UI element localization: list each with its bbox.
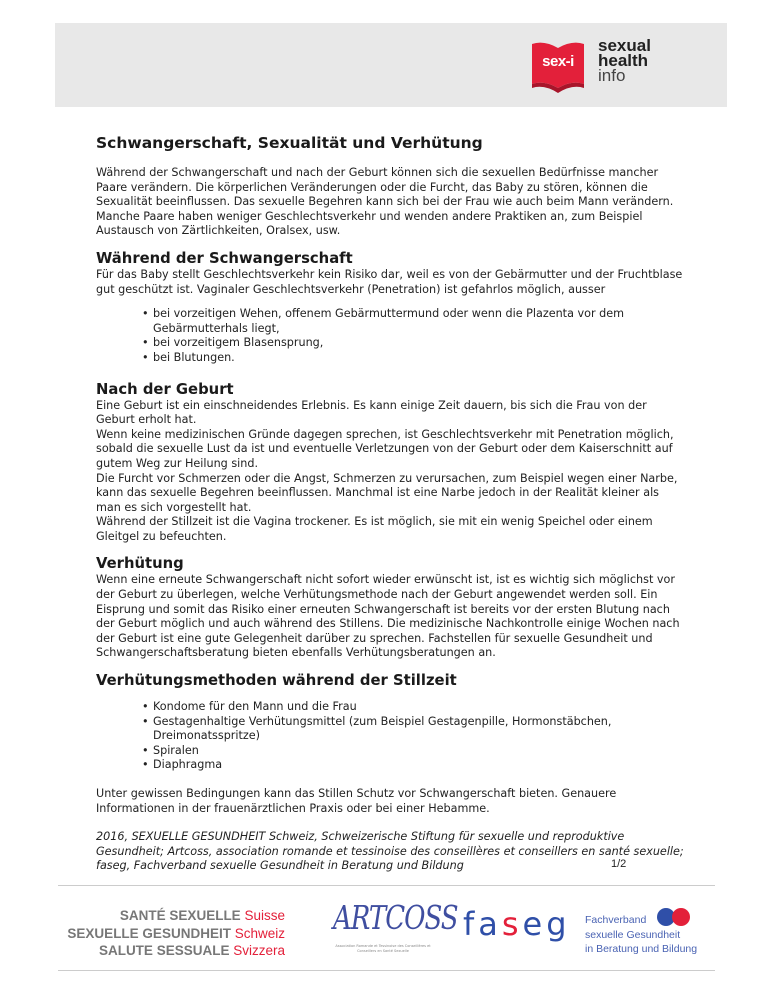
intro-paragraph: Während der Schwangerschaft und nach der Geburt können sich die sexuellen Bedürfnisse mancher Paare verändern. Die körperlichen Veränderungen oder die Furcht, das Baby zu stören, können die Sexualität beeinflussen. Das sexuelle Begehren kann sich bei der Frau wie auch beim Mann verändern. Manche Paare haben weniger Geschlechtsverkehr und wenden andere Praktiken an, zum Beispiel Austausch von Zärtlichkeiten, Oralsex, usw. — [96, 166, 674, 238]
section-paragraph: Unter gewissen Bedingungen kann das Stillen Schutz vor Schwangerschaft bieten. Genauere Informationen in der frauenärztlichen Praxis oder bei einer Hebamme. — [96, 787, 617, 815]
section-paragraph: Wenn keine medizinischen Gründe dagegen sprechen, ist Geschlechtsverkehr mit Penetration möglich, sobald die sexuelle Lust da ist und eventuelle Verletzungen von der Geburt oder dem Kaiserschnitt auf gutem Weg zur Heilung sind. — [96, 427, 674, 470]
section-paragraph: Wenn eine erneute Schwangerschaft nicht sofort wieder erwünscht ist, ist es wichtig sich möglichst vor der Geburt zu überlegen, welche Verhütungsmethode nach der Geburt angewendet werden soll. Ein Eisprung und somit das Risiko einer erneuten Schwangerschaft ist bereits vor der ersten Blutung nach der Geburt möglich und auch während des Stillens. Die medizinische Nachkontrolle einige Wochen nach der Geburt ist eine gute Gelegenheit darüber zu sprechen. Fachstellen für sexuelle Gesundheit und Schwangerschaftsberatung bieten ebenfalls Verhütungsberatungen an. — [96, 573, 680, 660]
list-item: • Spiralen — [142, 744, 686, 759]
section-verhuetung — [96, 554, 686, 661]
logo-line-grey: SEXUELLE GESUNDHEIT — [67, 925, 231, 941]
list-item: • Gestagenhaltige Verhütungsmittel (zum Beispiel Gestagenpille, Hormonstäbchen, Dreimonatsspritze) — [142, 715, 686, 744]
section-paragraph: Die Furcht vor Schmerzen oder die Angst, Schmerzen zu verursachen, zum Beispiel wegen einer Narbe, kann das sexuelle Begehren beeinflussen. Manchmal ist eine Narbe jedoch in der Realität kleiner als man es sich vorgestellt hat. — [96, 471, 678, 514]
section-paragraph: Für das Baby stellt Geschlechtsverkehr kein Risiko dar, weil es von der Gebärmutter und der Fruchtblase gut geschützt ist. Vaginaler Geschlechtsverkehr (Penetration) ist gefahrlos möglich, ausser — [96, 267, 683, 296]
logo-line — [60, 907, 285, 925]
logo-word-sexual: sexual — [598, 36, 651, 55]
bullet-list — [96, 307, 686, 365]
list-item: • bei vorzeitigen Wehen, offenem Gebärmuttermund oder wenn die Plazenta vor dem Gebärmutterhals liegt, — [142, 307, 686, 336]
logo-word-health: health — [598, 51, 649, 70]
list-item: • Kondome für den Mann und die Frau — [142, 700, 686, 715]
faseg-logo — [463, 905, 571, 943]
logo-line-red: Svizzera — [233, 943, 285, 958]
artcoss-subtitle: Association Romande et Tessinoise des Conseillères et Conseillers en Santé Sexuelle — [335, 944, 431, 953]
section-heading: Nach der Geburt — [96, 380, 234, 398]
logo-line-grey: SALUTE SESSUALE — [98, 943, 230, 958]
list-item: • bei vorzeitigem Blasensprung, — [142, 336, 686, 351]
list-item: • bei Blutungen. — [142, 351, 686, 366]
footer-divider-bottom — [58, 970, 715, 971]
bullet-list — [96, 700, 686, 773]
logo-book-label: sex-i — [542, 53, 574, 70]
page-number: 1/2 — [611, 858, 627, 870]
document-body — [96, 133, 686, 874]
logo-line-grey: SANTÉ SEXUELLE — [119, 908, 241, 923]
faseg-desc-line: in Beratung und Bildung — [585, 943, 698, 955]
list-item: • Diaphragma — [142, 758, 686, 773]
section-nach-der-geburt — [96, 380, 686, 545]
section-paragraph: Während der Stillzeit ist die Vagina trockener. Es ist möglich, sie mit ein wenig Speichel oder einem Gleitgel zu befeuchten. — [96, 515, 653, 543]
footer-divider-top — [58, 885, 715, 886]
faseg-description — [585, 913, 697, 957]
logo-line-red: Suisse — [244, 908, 285, 923]
section-heading: Während der Schwangerschaft — [96, 249, 353, 267]
sex-i-logo — [530, 38, 680, 94]
faseg-part-red: s — [501, 905, 523, 943]
faseg-desc-line: Fachverband — [585, 914, 647, 926]
section-schwangerschaft — [96, 249, 686, 366]
logo-wordmark — [598, 38, 651, 83]
artcoss-wordmark: ARTCOSS — [333, 900, 458, 938]
faseg-desc-line: sexuelle Gesundheit — [585, 928, 681, 941]
section-paragraph: Eine Geburt ist ein einschneidendes Erlebnis. Es kann einige Zeit dauern, bis sich die Frau von der Geburt erholt hat. — [96, 398, 647, 427]
logo-line-red: Schweiz — [234, 925, 285, 941]
logo-line — [60, 942, 285, 960]
section-heading: Verhütung — [96, 555, 184, 573]
logo-line — [60, 925, 285, 943]
logo-word-info: info — [598, 66, 626, 85]
credits-text: 2016, SEXUELLE GESUNDHEIT Schweiz, Schweizerische Stiftung für sexuelle und reproduktive Gesundheit; Artcoss, association romande et tessinoise des conseillères et conseillers en santé sexuelle; faseg, Fachverband sexuelle Gesundheit in Beratung und Bildung — [96, 830, 684, 873]
section-heading: Verhütungsmethoden während der Stillzeit — [96, 672, 457, 690]
faseg-part: eg — [522, 905, 571, 943]
artcoss-logo — [333, 900, 458, 960]
document-title: Schwangerschaft, Sexualität und Verhütung — [96, 134, 483, 152]
section-verhuetungsmethoden — [96, 671, 686, 816]
faseg-part: fa — [463, 905, 502, 943]
sexuelle-gesundheit-schweiz-logo — [60, 907, 285, 960]
